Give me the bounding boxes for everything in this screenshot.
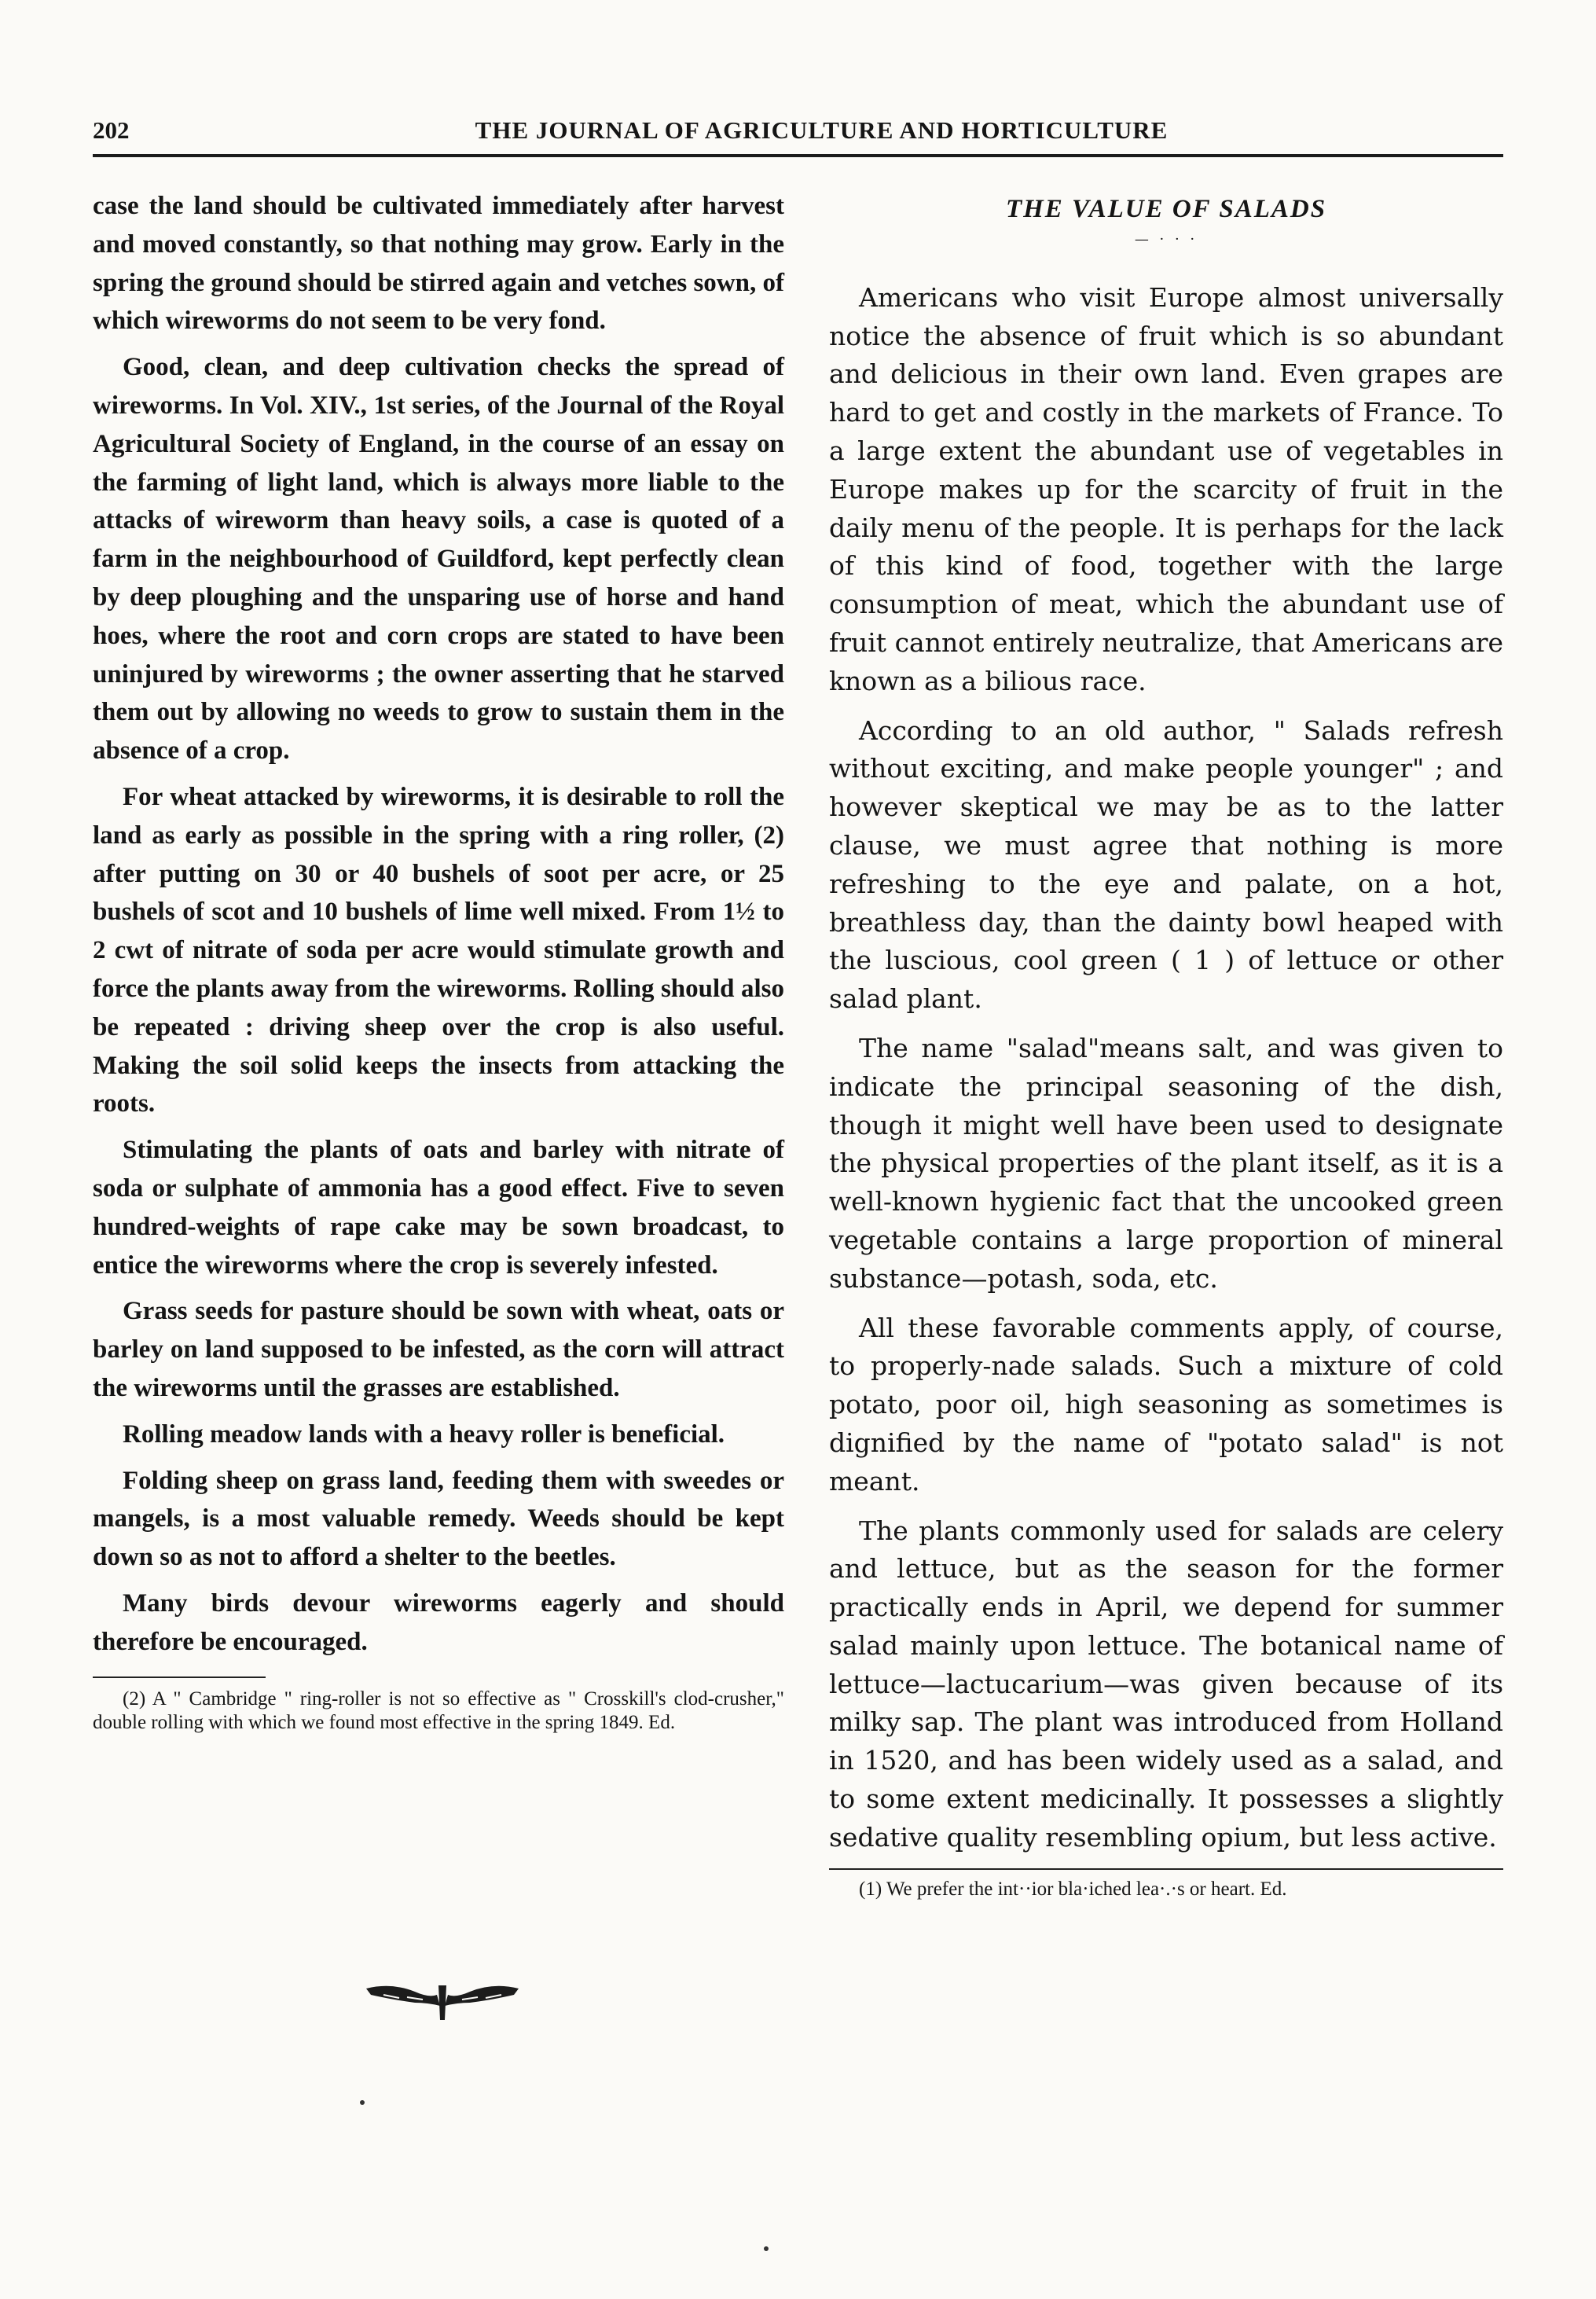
paragraph: According to an old author, " Salads refresh without exciting, and make people younger" ; and however skeptical we may be as to the latter clause, we must agree that nothing is more refreshing to the eye and palate, on a hot, breathless day, than the dainty bowl heaped with the luscious, cool green ( 1 ) of lettuce or other salad plant. xyxy=(829,714,1503,1015)
article-title: THE VALUE OF SALADS xyxy=(1005,195,1327,223)
paragraph: The plants commonly used for salads are celery and lettuce, but as the season for the former practically ends in April, we depend for summer salad mainly upon lettuce. The botanical name of lettuce—lactucarium—was given because of its milky sap. The plant was introduced from Holland in 1520, and has been widely used as a salad, and to some extent medicinally. It possesses a slightly sedative quality resembling opium, but less active. xyxy=(829,1515,1503,1853)
left-column xyxy=(93,187,784,1743)
paragraph: Good, clean, and deep cultivation checks the spread of wireworms. In Vol. XIV., 1st series, of the Journal of the Royal Agricultural Society of England, in the course of an essay on the farming of light land, which is always more liable to the attacks of wireworm than heavy soils, a case is quoted of a farm in the neighbourhood of Guildford, kept perfectly clean by deep ploughing and the unsparing use of horse and hand hoes, where the root and corn crops are stated to have been uninjured by wireworms ; the owner asserting that he starved them out by allowing no weeds to grow to sustain them in the absence of a crop. xyxy=(93,353,784,766)
footnote: (2) A " Cambridge " ring-roller is not so effective as " Crosskill's clod-crusher," double rolling with which we found most effective in the spring 1849. Ed. xyxy=(93,1688,784,1734)
paragraph: Many birds devour wireworms eagerly and should therefore be encouraged. xyxy=(93,1588,784,1656)
title-ornament: — · · · xyxy=(1134,230,1198,248)
paragraph: case the land should be cultivated immediately after harvest and moved constantly, so that nothing may grow. Early in the spring the ground should be stirred again and vetches sown, of which wireworms do not seem to be very fond. xyxy=(93,192,784,336)
paragraph: Folding sheep on grass land, feeding them with sweedes or mangels, is a most valuable remedy. Weeds should be kept down so as not to afford a shelter to the beetles. xyxy=(93,1466,784,1572)
paragraph: Stimulating the plants of oats and barley with nitrate of soda or sulphate of ammonia has a good effect. Five to seven hundred-weights of rape cake may be sown broadcast, to entice the wireworms where the crop is severely infested. xyxy=(93,1136,784,1280)
print-speck xyxy=(764,2246,769,2251)
journal-title: THE JOURNAL OF AGRICULTURE AND HORTICULTURE xyxy=(475,116,1169,144)
decorative-tailpiece-icon xyxy=(360,1971,525,2026)
right-column xyxy=(829,187,1503,1912)
paragraph: The name "salad"means salt, and was given to indicate the principal seasoning of the dish, though it might well have been used to designate the physical properties of the plant itself, as it is a well-known hygienic fact that the uncooked green vegetable contains a large proportion of mineral substance—potash, soda, etc. xyxy=(829,1032,1503,1294)
page-number: 202 xyxy=(93,116,130,144)
print-speck xyxy=(360,2100,365,2105)
footnote-rule xyxy=(829,1868,1503,1870)
header-rule xyxy=(93,154,1503,157)
paragraph: Grass seeds for pasture should be sown with wheat, oats or barley on land supposed to be infested, as the corn will attract the wireworms until the grasses are established. xyxy=(93,1297,784,1402)
paragraph: Americans who visit Europe almost universally notice the absence of fruit which is so abundant and delicious in their own land. Even grapes are hard to get and costly in the markets of France. To a large extent the abundant use of vegetables in Europe makes up for the scarcity of fruit in the daily menu of the people. It is perhaps for the lack of this kind of food, together with the large consumption of meat, which the abundant use of fruit cannot entirely neutralize, that Americans are known as a bilious race. xyxy=(829,281,1503,696)
paragraph: All these favorable comments apply, of course, to properly-nade salads. Such a mixture of cold potato, poor oil, high seasoning as sometimes is dignified by the name of "potato salad" is not meant. xyxy=(829,1312,1503,1497)
running-header xyxy=(93,116,1503,151)
footnote: (1) We prefer the int··ior bla·iched lea·.·s or heart. Ed. xyxy=(859,1878,1287,1900)
paragraph: For wheat attacked by wireworms, it is desirable to roll the land as early as possible in the spring with a ring roller, (2) after putting on 30 or 40 bushels of soot per acre, or 25 bushels of scot and 10 bushels of lime well mixed. From 1½ to 2 cwt of nitrate of soda per acre would stimulate growth and force the plants away from the wireworms. Rolling should also be repeated : driving sheep over the crop is also useful. Making the soil solid keeps the insects from attacking the roots. xyxy=(93,782,784,1118)
paragraph: Rolling meadow lands with a heavy roller is beneficial. xyxy=(123,1419,725,1449)
footnote-rule xyxy=(93,1677,266,1678)
